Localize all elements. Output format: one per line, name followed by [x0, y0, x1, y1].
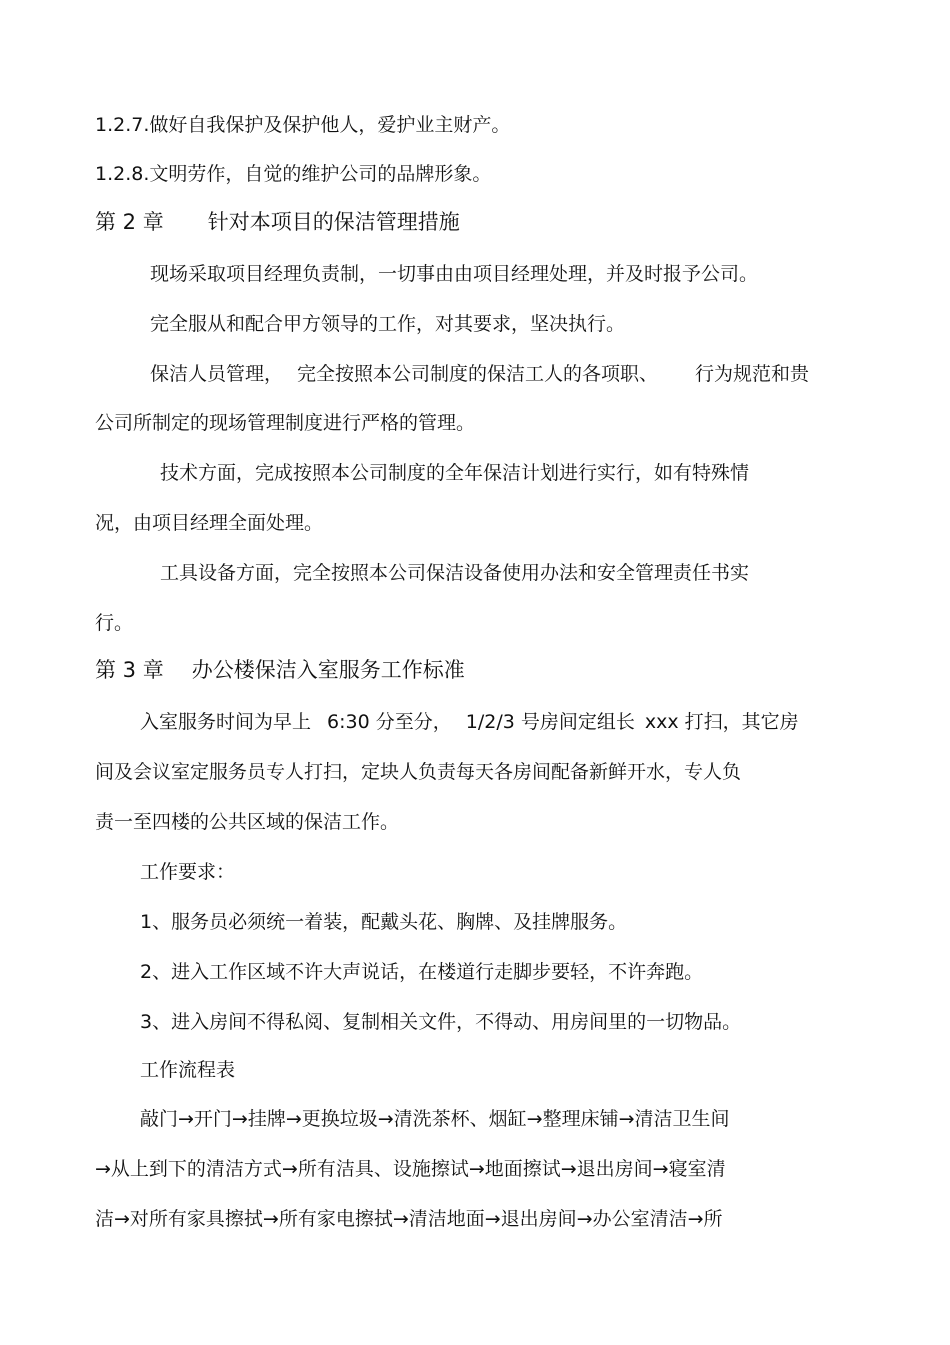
requirements-title: 工作要求： — [140, 861, 236, 883]
clause-1-2-7: 1.2.7.做好自我保护及保护他人，爱护业主财产。 — [95, 114, 511, 136]
paragraph-equipment-line1: 工具设备方面，完全按照本公司保洁设备使用办法和安全管理责任书实 — [160, 562, 750, 584]
paragraph-technical-line1: 技术方面，完成按照本公司制度的全年保洁计划进行实行，如有特殊情 — [160, 462, 750, 484]
workflow-title: 工作流程表 — [140, 1059, 236, 1081]
paragraph-service-time-line2: 间及会议室定服务员专人打扫，定块人负责每天各房间配备新鲜开水，专人负 — [95, 761, 742, 783]
clause-1-2-8: 1.2.8.文明劳作，自觉的维护公司的品牌形象。 — [95, 163, 492, 185]
service-time-part3: 1/2/3 号房间定组长 — [465, 711, 635, 733]
paragraph-staff-management-line2: 公司所制定的现场管理制度进行严格的管理。 — [95, 412, 476, 434]
chapter-2-title: 针对本项目的保洁管理措施 — [207, 210, 460, 234]
service-time-part1: 入室服务时间为早上 — [140, 711, 312, 733]
staff-management-part3: 行为规范和贵 — [695, 363, 810, 385]
service-time-part4: xxx 打扫，其它房 — [644, 711, 799, 733]
chapter-2-heading — [95, 212, 460, 233]
paragraph-equipment-line2: 行。 — [95, 612, 134, 634]
chapter-3-title: 办公楼保洁入室服务工作标准 — [191, 658, 465, 682]
workflow-line2: →从上到下的清洁方式→所有洁具、设施擦试→地面擦试→退出房间→寝室清 — [95, 1158, 726, 1180]
requirement-1: 1、服务员必须统一着装，配戴头花、胸牌、及挂牌服务。 — [140, 911, 628, 933]
staff-management-part1: 保洁人员管理， — [150, 363, 284, 385]
chapter-2-number: 第 2 章 — [95, 210, 164, 234]
workflow-line1: 敲门→开门→挂牌→更换垃圾→清洗茶杯、烟缸→整理床铺→清洁卫生间 — [140, 1108, 730, 1130]
paragraph-staff-management-line1 — [150, 365, 809, 384]
paragraph-cooperation: 完全服从和配合甲方领导的工作，对其要求，坚决执行。 — [150, 313, 626, 335]
chapter-3-number: 第 3 章 — [95, 658, 164, 682]
staff-management-part2: 完全按照本公司制度的保洁工人的各项职、 — [297, 363, 659, 385]
paragraph-site-management: 现场采取项目经理负责制，一切事由由项目经理处理，并及时报予公司。 — [150, 263, 759, 285]
paragraph-service-time-line1 — [140, 713, 799, 732]
paragraph-service-time-line3: 责一至四楼的公共区域的保洁工作。 — [95, 811, 400, 833]
chapter-3-heading — [95, 660, 465, 681]
requirement-2: 2、进入工作区域不许大声说话，在楼道行走脚步要轻，不许奔跑。 — [140, 961, 704, 983]
workflow-line3: 洁→对所有家具擦拭→所有家电擦拭→清洁地面→退出房间→办公室清洁→所 — [95, 1208, 723, 1230]
paragraph-technical-line2: 况，由项目经理全面处理。 — [95, 512, 324, 534]
service-time-part2: 6:30 分至分， — [327, 711, 452, 733]
requirement-3: 3、进入房间不得私阅、复制相关文件，不得动、用房间里的一切物品。 — [140, 1011, 742, 1033]
